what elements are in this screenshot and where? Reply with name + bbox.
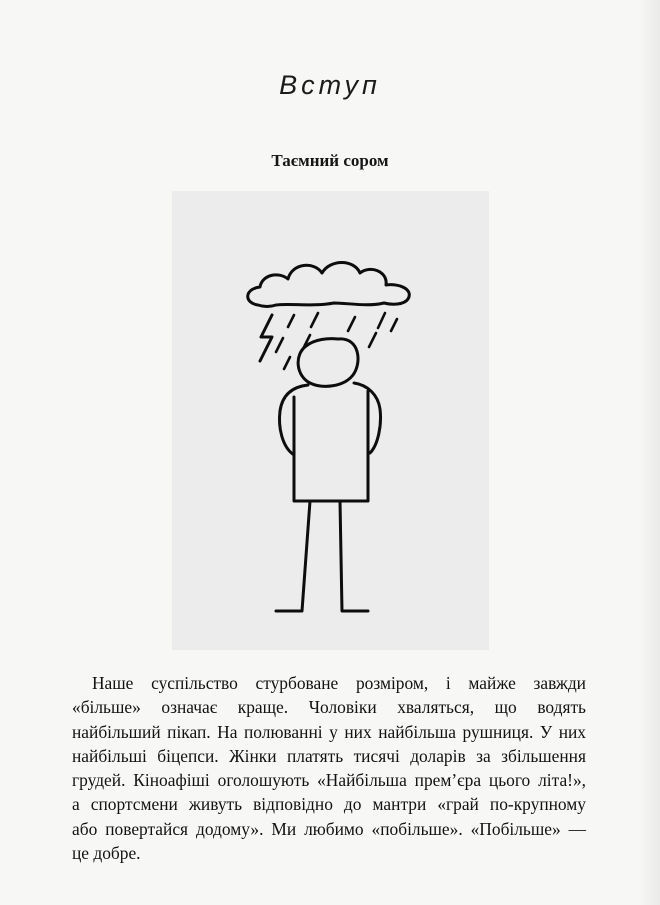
paragraph-line: «більше» означає краще. Чоловіки хваляться, що водять: [72, 697, 586, 718]
chapter-title: Вступ: [279, 70, 381, 100]
paragraph-line: грудей. Кіноафіші оголошують «Найбільша прем’єра цього літа!»,: [72, 770, 586, 791]
paragraph-line: а спортсмени живуть відповідно до мантри «грай по-крупному: [72, 794, 586, 815]
body-paragraph: [72, 671, 586, 865]
paragraph-line: найбільші біцепси. Жінки платять тисячі доларів за збільшення: [72, 745, 586, 766]
lightning-bolt-icon: [260, 315, 272, 361]
stick-figure-under-rain-cloud-icon: [172, 191, 489, 650]
paragraph-line: або повертайся додому». Ми любимо «побільше». «Побільше» —: [72, 818, 586, 839]
page-edge-shadow: [638, 0, 660, 905]
illustration: [172, 191, 489, 650]
paragraph-line: найбільший пікап. На полюванні у них найбільша рушниця. У них: [72, 721, 586, 742]
paragraph-line: це добре.: [72, 843, 141, 864]
paragraph-line: Наше суспільство стурбоване розміром, і майже завжди: [92, 673, 586, 693]
rain-cloud-icon: [248, 263, 410, 307]
section-title: Таємний сором: [271, 151, 389, 170]
right-leg-icon: [340, 501, 368, 611]
rain-drops-icon: [276, 313, 397, 369]
torso-icon: [294, 391, 368, 501]
left-leg-icon: [276, 501, 310, 611]
head-icon: [298, 339, 358, 387]
